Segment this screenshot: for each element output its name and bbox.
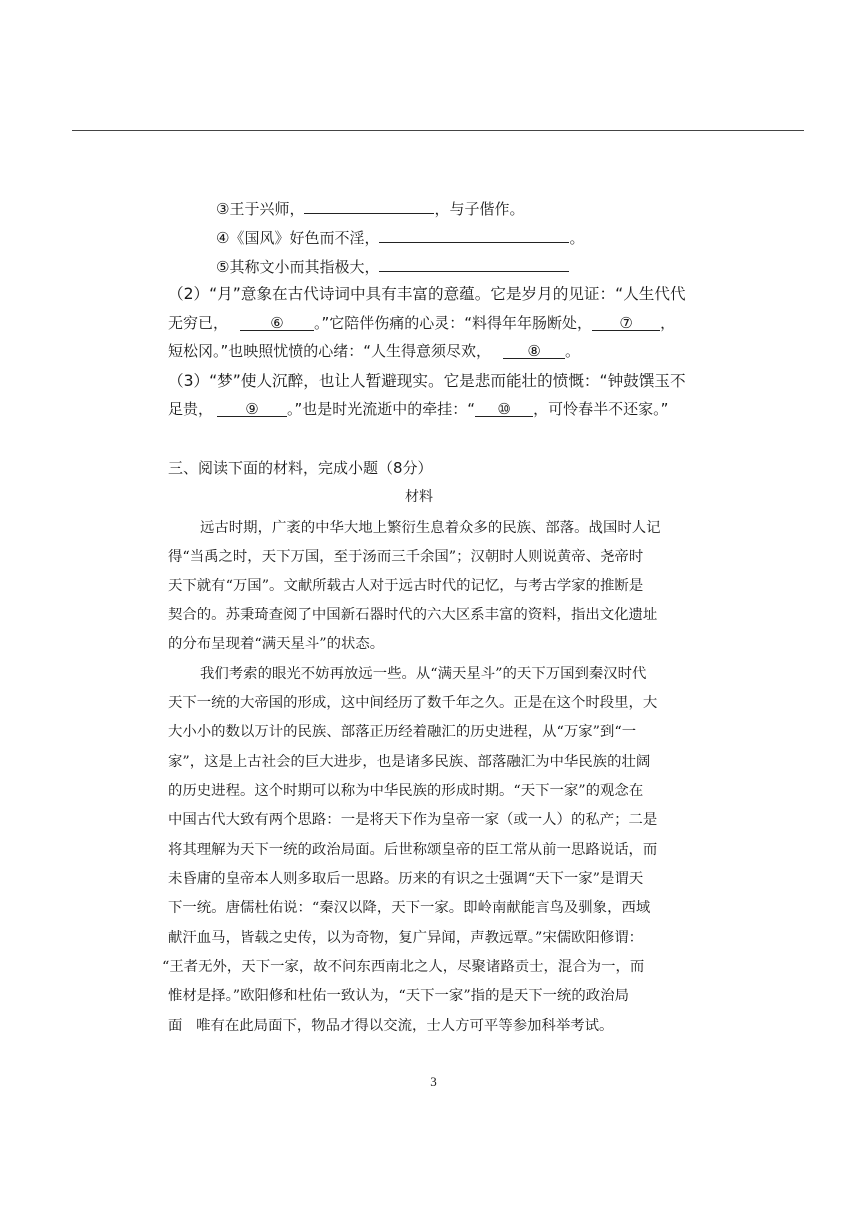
paragraph-1-line-1: 远古时期，广袤的中华大地上繁衍生息着众多的民族、部落。战国时人记 <box>200 520 661 536</box>
q3-text-b: 。”也是时光流逝中的牵挂：“ <box>287 400 476 418</box>
q2-text-e: 。 <box>565 342 581 360</box>
item-5-prefix: ⑤其称文小而其指极大， <box>216 258 380 276</box>
question-2-line-2 <box>168 313 675 333</box>
paragraph-2-line-9: 下一统。唐儒杜佑说：“秦汉以降，天下一家。即岭南献能言鸟及驯象，西域 <box>168 900 651 916</box>
answer-blank-5[interactable] <box>379 254 569 272</box>
paragraph-2-line-2: 天下一统的大帝国的形成，这中间经历了数千年之久。正是在这个时段里，大 <box>168 695 658 711</box>
header-rule <box>72 130 804 131</box>
fill-item-4 <box>216 225 584 248</box>
answer-blank-10[interactable]: ⑩ <box>475 399 533 417</box>
answer-blank-9[interactable]: ⑨ <box>217 399 287 417</box>
paragraph-2-line-10: 献汗血马，皆载之史传，以为奇物，复广异闻，声教远覃。”宋儒欧阳修谓： <box>168 930 644 946</box>
question-2-line-3 <box>168 341 580 361</box>
q3-text-c: ，可怜春半不还家。” <box>533 400 669 418</box>
answer-blank-6[interactable]: ⑥ <box>240 313 314 331</box>
q2-text-a: 无穷已， <box>168 314 229 332</box>
paragraph-2-line-13: 面 唯有在此局面下，物品才得以交流，士人方可平等参加科举考试。 <box>168 1018 614 1034</box>
paragraph-2-line-4: 家”，这是上古社会的巨大进步，也是诸多民族、部落融汇为中华民族的壮阔 <box>168 754 651 770</box>
paragraph-1-line-4: 契合的。苏秉琦查阅了中国新石器时代的六大区系丰富的资料，指出文化遗址 <box>168 607 658 623</box>
paragraph-2-line-6: 中国古代大致有两个思路：一是将天下作为皇帝一家（或一人）的私产；二是 <box>168 812 658 828</box>
paragraph-1-line-2: 得“当禹之时，天下万国，至于汤而三千余国”；汉朝时人则说黄帝、尧帝时 <box>168 549 644 565</box>
q2-text-b: 。”它陪伴伤痛的心灵：“料得年年肠断处， <box>314 314 593 332</box>
page-number: 3 <box>430 1074 437 1089</box>
paragraph-2-line-5: 的历史进程。这个时期可以称为中华民族的形成时期。“天下一家”的观念在 <box>168 783 644 799</box>
fill-item-3 <box>216 196 524 219</box>
fill-item-5 <box>216 254 569 277</box>
paragraph-2-line-3: 大小小的数以万计的民族、部落正历经着融汇的历史进程，从“万家”到“一 <box>168 724 637 740</box>
answer-blank-7[interactable]: ⑦ <box>592 313 660 331</box>
paragraph-2-line-1: 我们考索的眼光不妨再放远一些。从“满天星斗”的天下万国到秦汉时代 <box>200 666 647 682</box>
section-3-heading: 三、阅读下面的材料，完成小题（8分） <box>168 459 433 477</box>
answer-blank-8[interactable]: ⑧ <box>503 341 565 359</box>
paragraph-2-line-7: 将其理解为天下一统的政治局面。后世称颂皇帝的臣工常从前一思路说话，而 <box>168 842 658 858</box>
material-title: 材料 <box>405 489 433 505</box>
q2-text-d: 短松冈。”也映照忧愤的心绪：“人生得意须尽欢， <box>168 342 492 360</box>
question-3-line-2 <box>168 399 668 419</box>
paragraph-1-line-5: 的分布呈现着“满天星斗”的状态。 <box>168 636 385 652</box>
paragraph-2-line-11: “王者无外，天下一家，故不问东西南北之人，尽聚诸路贡士，混合为一，而 <box>162 959 645 975</box>
paragraph-1-line-3: 天下就有“万国”。文献所载古人对于远古时代的记忆，与考古学家的推断是 <box>168 578 644 594</box>
item-4-suffix: 。 <box>569 229 585 247</box>
answer-blank-4[interactable] <box>379 225 569 243</box>
question-2-line-1: （2）“月”意象在古代诗词中具有丰富的意蕴。它是岁月的见证：“人生代代 <box>168 285 686 303</box>
item-3-suffix: ，与子偕作。 <box>434 200 525 218</box>
item-4-prefix: ④《国风》好色而不淫， <box>216 229 380 247</box>
q3-text-a: 足贵， <box>168 400 214 418</box>
q2-text-c: ， <box>660 314 676 332</box>
paragraph-2-line-12: 惟材是择。”欧阳修和杜佑一致认为，“天下一家”指的是天下一统的政治局 <box>168 988 629 1004</box>
question-3-line-1: （3）“梦”使人沉醉，也让人暂避现实。它是悲而能壮的愤慨：“钟鼓馔玉不 <box>168 372 686 390</box>
item-3-prefix: ③王于兴师， <box>216 200 305 218</box>
answer-blank-3[interactable] <box>304 196 434 214</box>
paragraph-2-line-8: 未昏庸的皇帝本人则多取后一思路。历来的有识之士强调“天下一家”是谓天 <box>168 871 644 887</box>
